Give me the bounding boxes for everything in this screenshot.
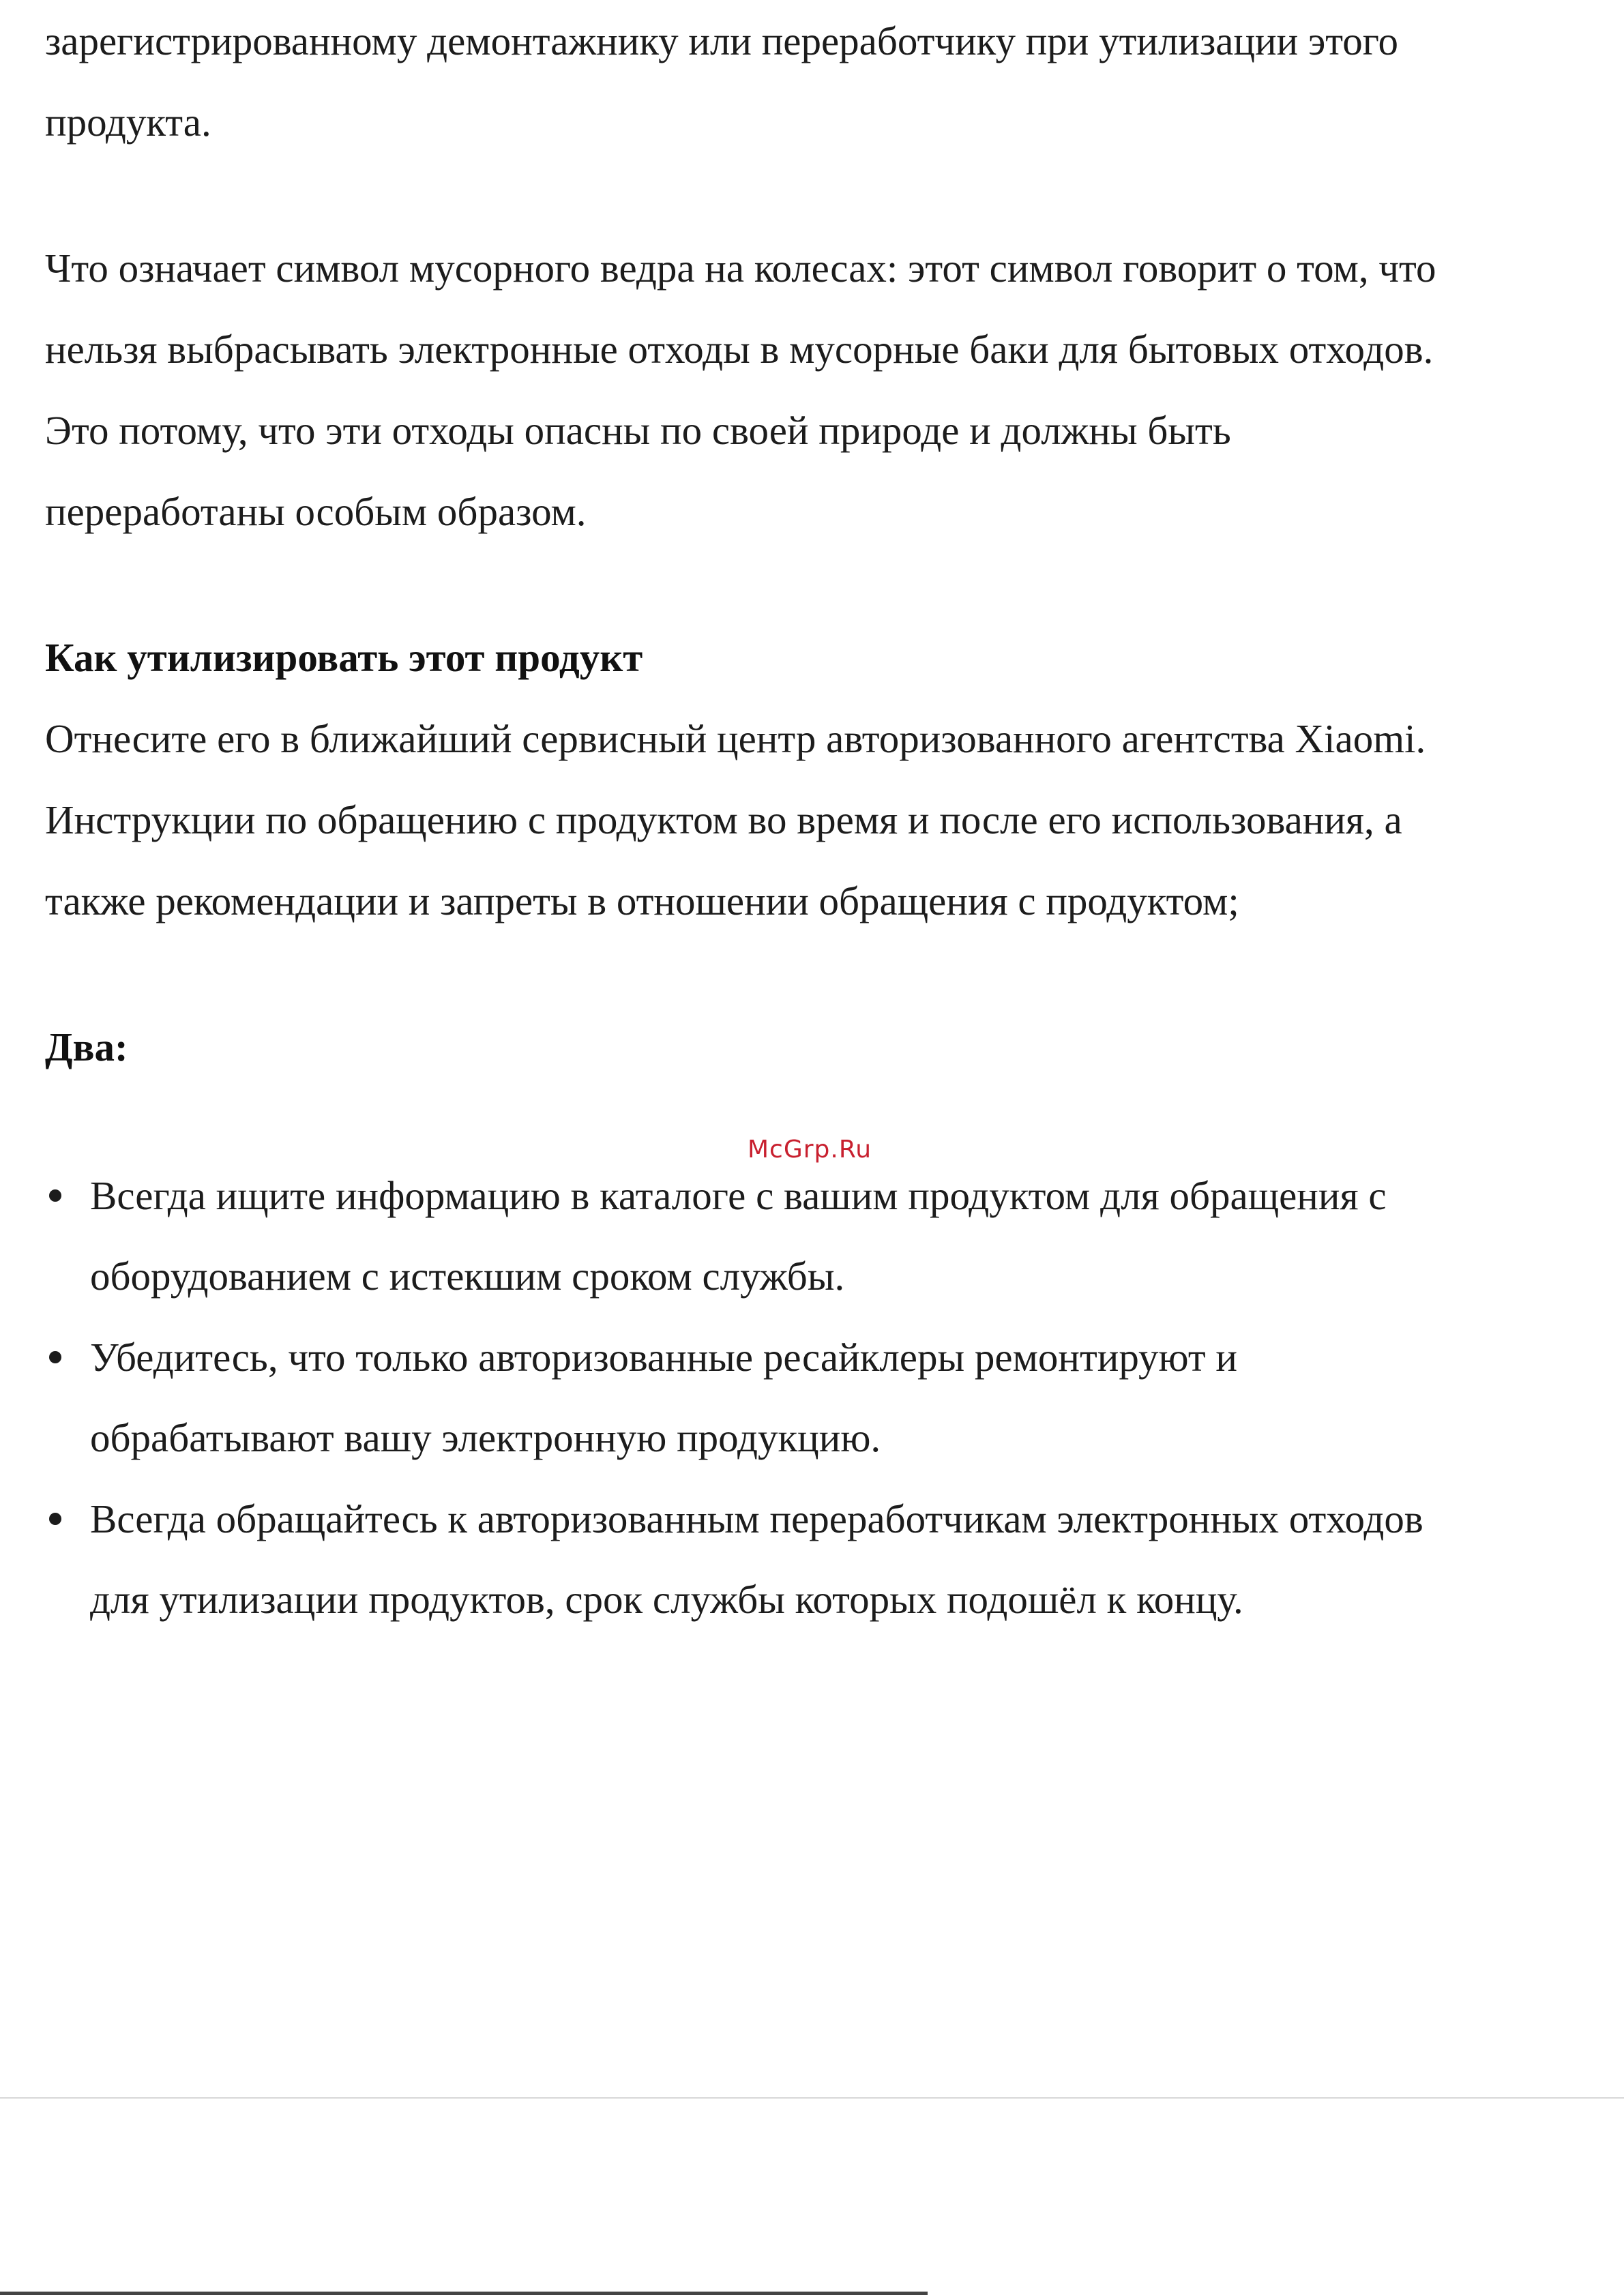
bottom-edge-strip — [0, 2292, 928, 2295]
paragraph-line: продукта. — [45, 100, 211, 145]
section-heading: Два: — [45, 1024, 128, 1069]
paragraph-line: зарегистрированному демонтажнику или переработчику при утилизации этого — [45, 18, 1399, 63]
bullet-icon — [49, 1351, 61, 1363]
bullet-icon — [49, 1189, 61, 1202]
paragraph-line: Инструкции по обращению с продуктом во время и после его использования, а — [45, 797, 1402, 842]
paragraph-line: Что означает символ мусорного ведра на колесах: этот символ говорит о том, что — [45, 246, 1436, 291]
footer-divider — [0, 2097, 1624, 2099]
paragraph-line: переработаны особым образом. — [45, 489, 587, 534]
list-item-line: Убедитесь, что только авторизованные ресайклеры ремонтируют и — [90, 1335, 1237, 1380]
section-heading: Как утилизировать этот продукт — [45, 635, 643, 680]
list-item-line: Всегда обращайтесь к авторизованным переработчикам электронных отходов — [90, 1496, 1423, 1541]
list-item-line: обрабатывают вашу электронную продукцию. — [90, 1415, 881, 1460]
list-item-line: Всегда ищите информацию в каталоге с вашим продуктом для обращения с — [90, 1173, 1387, 1218]
list-item-line: оборудованием с истекшим сроком службы. — [90, 1254, 845, 1299]
list-item-line: для утилизации продуктов, срок службы которых подошёл к концу. — [90, 1577, 1243, 1622]
watermark-text: McGrp.Ru — [748, 1136, 872, 1164]
bullet-icon — [49, 1513, 61, 1525]
paragraph-line: также рекомендации и запреты в отношении обращения с продуктом; — [45, 878, 1239, 923]
paragraph-line: Отнесите его в ближайший сервисный центр авторизованного агентства Xiaomi. — [45, 716, 1426, 761]
paragraph-line: нельзя выбрасывать электронные отходы в мусорные баки для бытовых отходов. — [45, 327, 1434, 372]
paragraph-line: Это потому, что эти отходы опасны по своей природе и должны быть — [45, 408, 1231, 453]
